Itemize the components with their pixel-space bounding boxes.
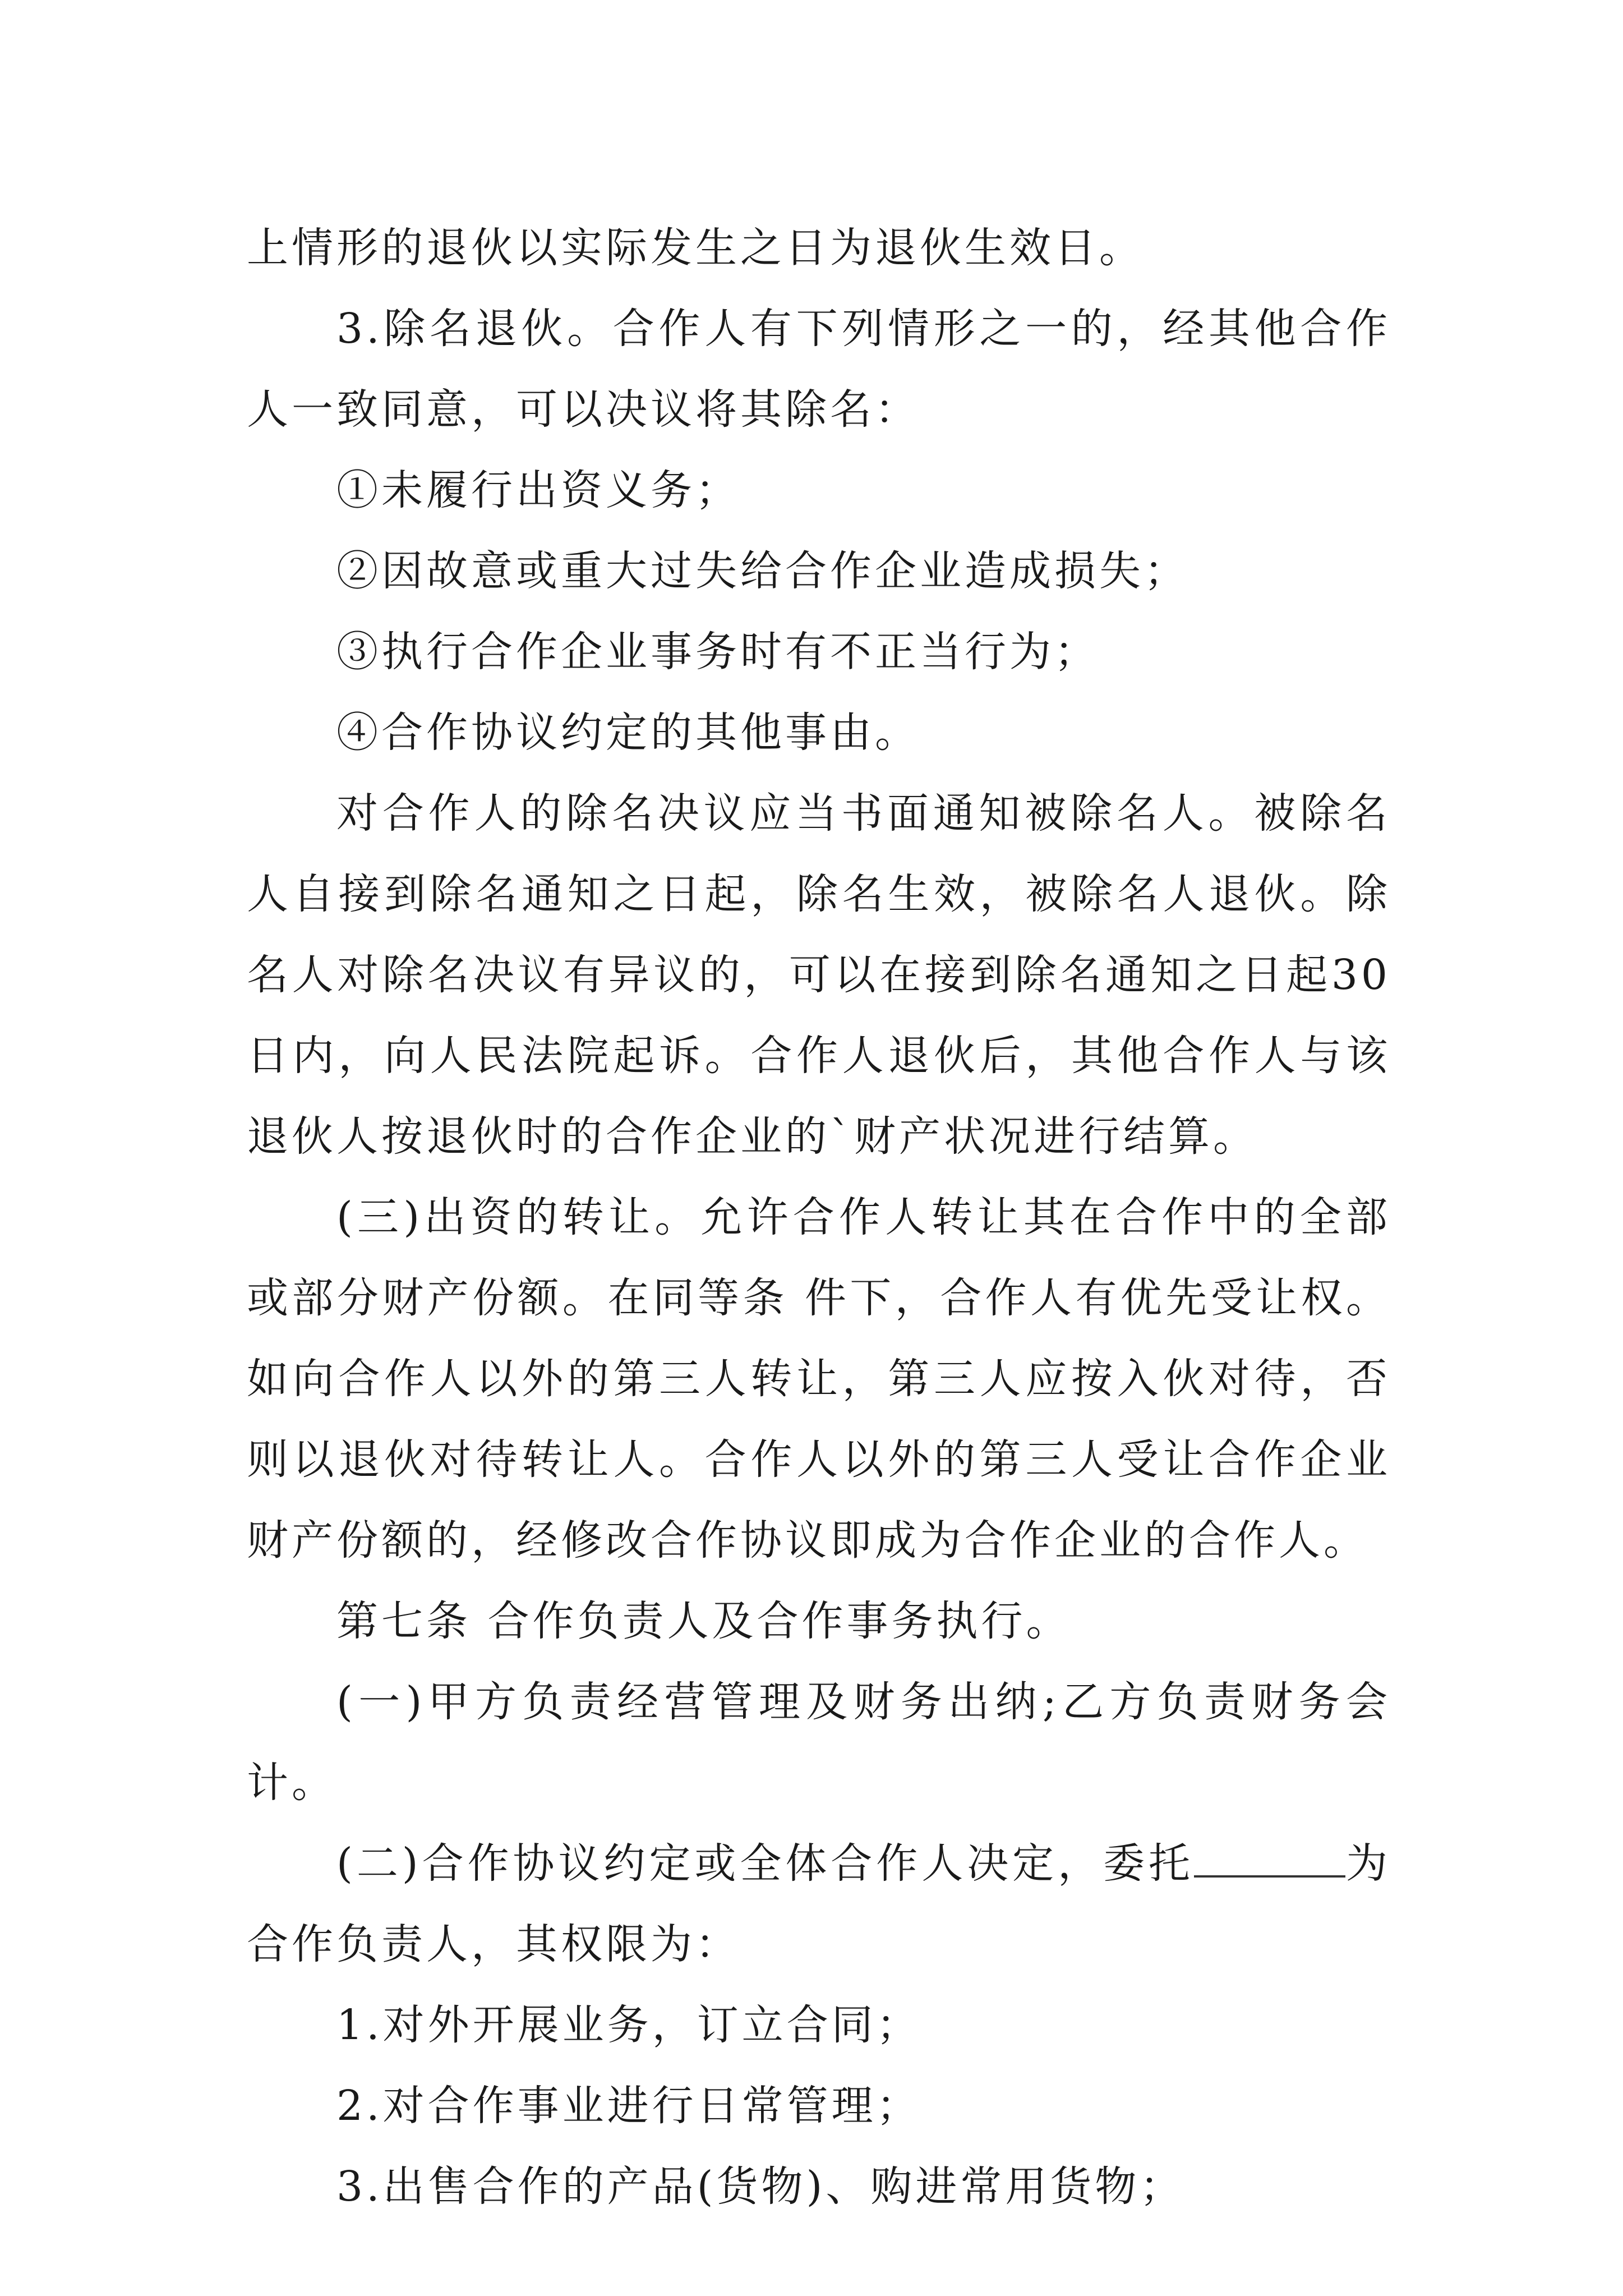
document-body (247, 208, 1391, 2227)
paragraph-responsible-person (247, 1823, 1391, 1985)
authority-item-3: 3.出售合作的产品(货物)、购进常用货物； (336, 2162, 1185, 2211)
paragraph-expulsion-withdrawal: 3.除名退伙。合作人有下列情形之一的，经其他合作人一致同意，可以决议将其除名： (247, 305, 1391, 434)
blank-line (1194, 1842, 1345, 1878)
responsible-person-text-b: 为合作负责人，其权限为： (247, 1839, 1391, 1968)
paragraph-expulsion-notice: 对合作人的除名决议应当书面通知被除名人。被除名人自接到除名通知之日起，除名生效，被除名人退伙。除名人对除名决议有异议的，可以在接到除名通知之日起30日内，向人民法院起诉。合作人退伙后，其他合作人与该退伙人按退伙时的合作企业的`财产状况进行结算。 (247, 789, 1391, 1161)
responsible-person-text-a: (二)合作协议约定或全体合作人决定，委托 (336, 1839, 1195, 1888)
paragraph-capital-transfer: (三)出资的转让。允许合作人转让其在合作中的全部或部分财产份额。在同等条 件下，合作人有优先受让权。如向合作人以外的第三人转让，第三人应按入伙对待，否则以退伙对待转让人。合作人以外的第三人受让合作企业财产份额的，经修改合作协议即成为合作企业的合作人。 (247, 1193, 1391, 1565)
authority-item-2: 2.对合作事业进行日常管理； (336, 2082, 921, 2130)
list-item-4: ④合作协议约定的其他事由。 (336, 708, 920, 757)
paragraph-duties: (一)甲方负责经营管理及财务出纳;乙方负责财务会计。 (247, 1678, 1391, 1807)
paragraph-continuation: 上情形的退伙以实际发生之日为退伙生效日。 (247, 224, 1144, 272)
list-item-2: ②因故意或重大过失给合作企业造成损失； (336, 547, 1189, 595)
list-item-1: ①未履行出资义务； (336, 466, 740, 514)
authority-item-1: 1.对外开展业务，订立合同； (336, 2001, 921, 2049)
article-seven-heading: 第七条 合作负责人及合作事务执行。 (336, 1597, 1071, 1645)
list-item-3: ③执行合作企业事务时有不正当行为； (336, 628, 1099, 676)
